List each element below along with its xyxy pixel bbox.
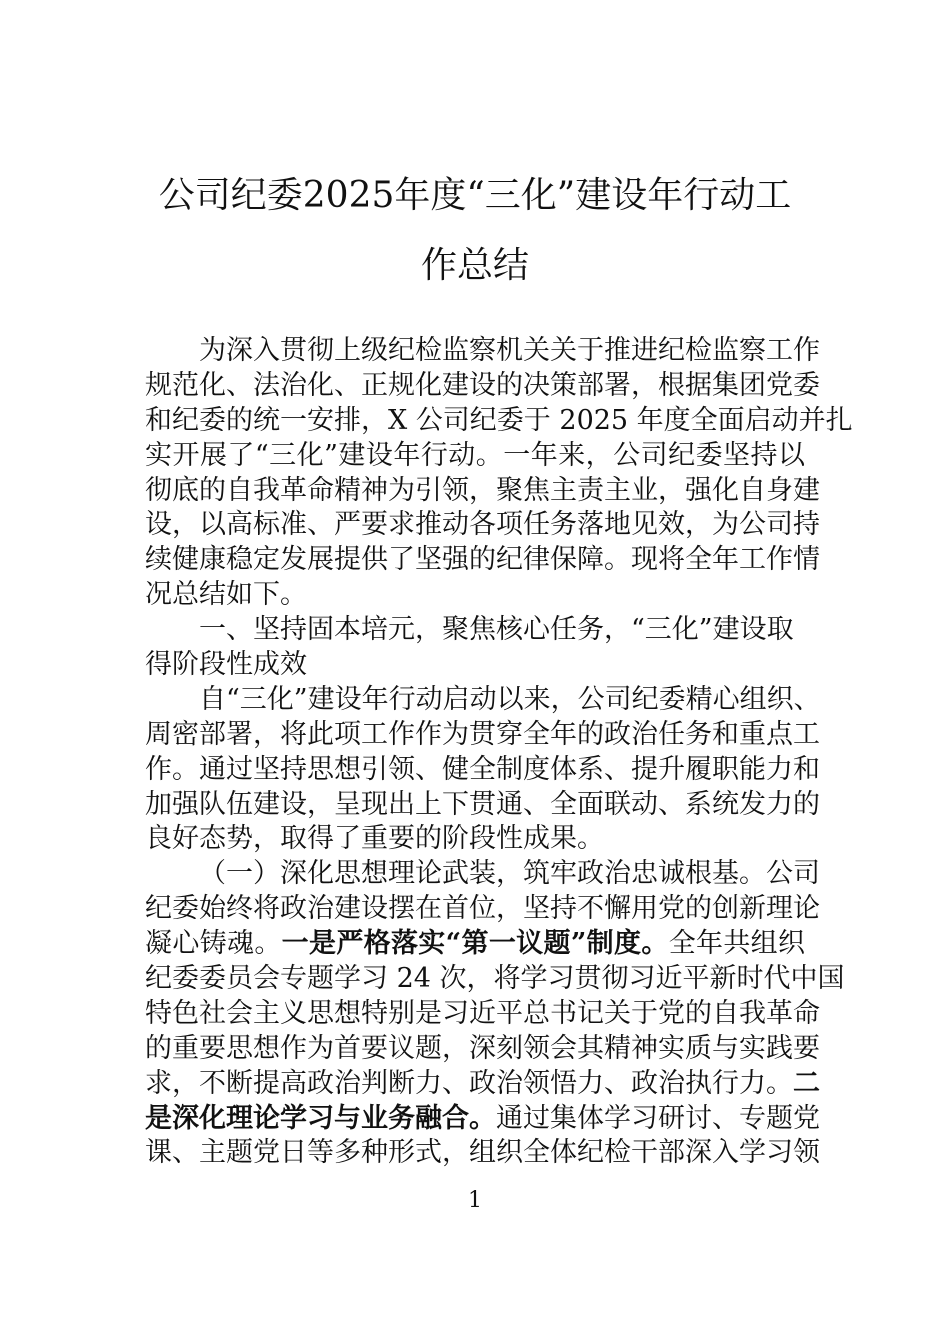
section-heading-line <box>145 648 805 683</box>
section-heading-line <box>145 613 805 648</box>
text: 周密部署，将此项工作作为贯穿全年的政治任务和重点工 <box>145 718 820 750</box>
document-title-line-1: 公司纪委2025年度“三化”建设年行动工 <box>158 175 792 216</box>
text: 设，以高标准、严要求推动各项任务落地见效，为公司持 <box>145 509 820 541</box>
text: 良好态势，取得了重要的阶段性成果。 <box>145 823 604 855</box>
paragraph-line <box>145 857 820 892</box>
text: 纪委委员会专题学习 24 次，将学习贯彻习近平新时代中国 <box>145 963 845 995</box>
bold-text: 二 <box>793 1067 820 1099</box>
document-body <box>145 334 853 1171</box>
paragraph-line <box>145 822 805 857</box>
paragraph-line <box>145 962 845 997</box>
text: 作。通过坚持思想引领、健全制度体系、提升履职能力和 <box>145 753 820 785</box>
text: 的重要思想作为首要议题，深刻领会其精神实质与实践要 <box>145 1032 820 1064</box>
text: 为深入贯彻上级纪检监察机关关于推进纪检监察工作 <box>199 335 820 366</box>
paragraph-line <box>145 334 820 369</box>
text: 一、坚持固本培元，聚焦核心任务，“三化”建设取 <box>199 614 794 646</box>
text: 纪委始终将政治建设摆在首位，坚持不懈用党的创新理论 <box>145 893 820 925</box>
text: 自“三化”建设年行动启动以来，公司纪委精心组织、 <box>199 683 821 715</box>
paragraph-line <box>145 1032 820 1067</box>
paragraph-line <box>145 788 820 823</box>
paragraph-line <box>145 927 805 962</box>
text: 全年共组织 <box>668 928 806 960</box>
paragraph-line <box>145 474 820 509</box>
paragraph-line <box>145 369 820 404</box>
paragraph-line <box>145 439 805 474</box>
text: （一）深化思想理论武装，筑牢政治忠诚根基。公司 <box>199 858 820 890</box>
paragraph-line <box>145 1136 820 1171</box>
paragraph-line <box>145 578 805 613</box>
paragraph-line <box>145 753 820 788</box>
text: 特色社会主义思想特别是习近平总书记关于党的自我革命 <box>145 997 820 1029</box>
paragraph-line <box>145 1102 820 1137</box>
paragraph-line <box>145 508 820 543</box>
text: 求，不断提高政治判断力、政治领悟力、政治执行力。 <box>145 1067 793 1099</box>
text: 通过集体学习研讨、专题党 <box>496 1102 820 1134</box>
text: 实开展了“三化”建设年行动。一年来，公司纪委坚持以 <box>145 439 805 471</box>
paragraph-line <box>145 1067 820 1102</box>
text: 续健康稳定发展提供了坚强的纪律保障。现将全年工作情 <box>145 544 820 576</box>
text: 规范化、法治化、正规化建设的决策部署，根据集团党委 <box>145 369 820 401</box>
text: 课、主题党日等多种形式，组织全体纪检干部深入学习领 <box>145 1137 820 1169</box>
text: 彻底的自我革命精神为引领，聚焦主责主业，强化自身建 <box>145 474 820 506</box>
bold-text: 是深化理论学习与业务融合。 <box>145 1102 496 1134</box>
paragraph-line <box>145 543 820 578</box>
paragraph-line <box>145 404 853 439</box>
paragraph-line <box>145 892 820 927</box>
text: 加强队伍建设，呈现出上下贯通、全面联动、系统发力的 <box>145 788 820 820</box>
text: 得阶段性成效 <box>145 649 307 681</box>
paragraph-line <box>145 683 821 718</box>
text: 况总结如下。 <box>145 579 307 611</box>
page-number: 1 <box>468 1188 482 1213</box>
paragraph-line <box>145 718 820 753</box>
text: 凝心铸魂。 <box>145 928 282 960</box>
text: 和纪委的统一安排，X 公司纪委于 2025 年度全面启动并扎 <box>145 404 853 436</box>
document-title-line-2: 作总结 <box>420 245 529 286</box>
paragraph-line <box>145 997 820 1032</box>
bold-text: 一是严格落实“第一议题”制度。 <box>281 928 669 960</box>
